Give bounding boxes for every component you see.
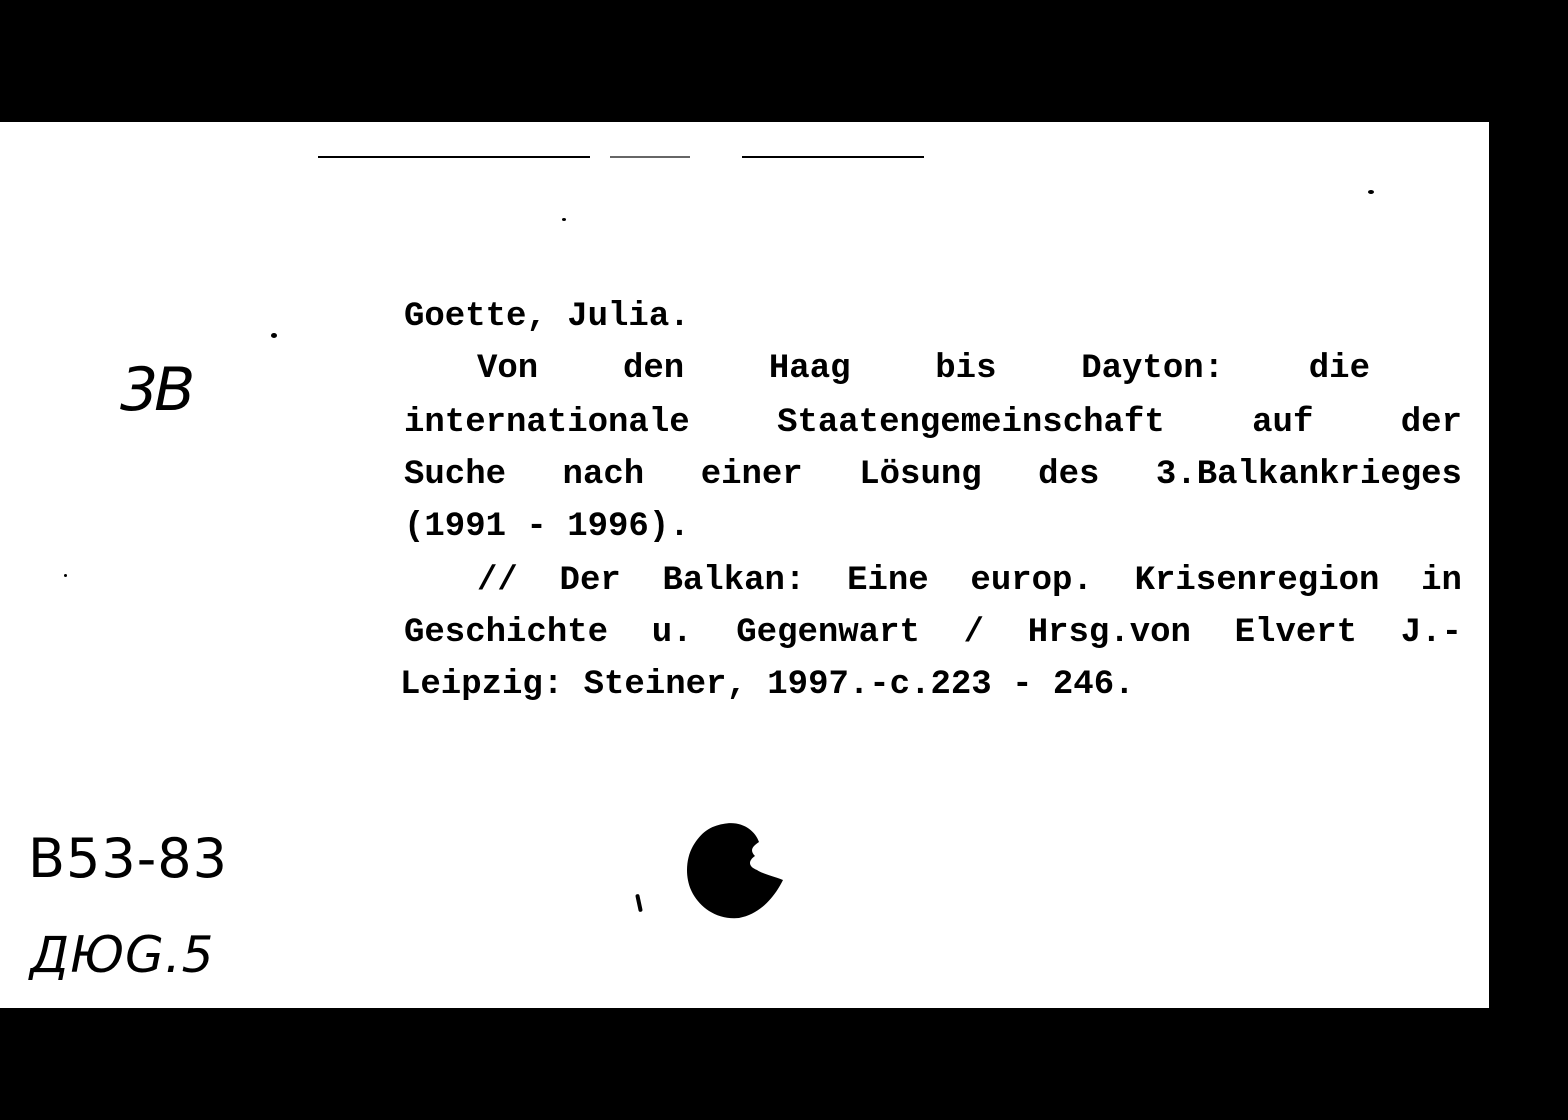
word: Der bbox=[559, 562, 621, 600]
word: Staatengemeinschaft bbox=[777, 404, 1165, 442]
word: auf bbox=[1252, 404, 1314, 442]
title-line-1 bbox=[477, 352, 1370, 386]
word: Balkan: bbox=[662, 562, 806, 600]
word: in bbox=[1421, 562, 1462, 600]
word: europ. bbox=[970, 562, 1093, 600]
word: Eine bbox=[847, 562, 929, 600]
word: // bbox=[477, 562, 518, 600]
source-line-1 bbox=[477, 564, 1462, 598]
author-line: Goette, Julia. bbox=[404, 298, 690, 336]
handwritten-location-code: ДЮG.5 bbox=[30, 926, 215, 984]
word: u. bbox=[651, 614, 693, 652]
word: Dayton: bbox=[1081, 350, 1225, 388]
word: Suche bbox=[404, 456, 507, 494]
word: Haag bbox=[768, 350, 851, 388]
source-line-3: Leipzig: Steiner, 1997.-c.223 - 246. bbox=[400, 666, 1135, 704]
title-line-4: (1991 - 1996). bbox=[404, 508, 690, 546]
word: 3.Balkankrieges bbox=[1155, 456, 1462, 494]
title-line-2 bbox=[404, 406, 1462, 440]
word: bis bbox=[935, 350, 997, 388]
dust-speck bbox=[271, 333, 277, 338]
word: Geschichte bbox=[404, 614, 609, 652]
catalog-card bbox=[0, 122, 1489, 1008]
word: des bbox=[1038, 456, 1100, 494]
word: Elvert bbox=[1234, 614, 1358, 652]
top-rule-segment bbox=[610, 156, 690, 158]
word: Krisenregion bbox=[1134, 562, 1380, 600]
top-rule-segment bbox=[742, 156, 924, 158]
word: internationale bbox=[404, 404, 690, 442]
word: Von bbox=[477, 350, 539, 388]
punch-hole-blot bbox=[683, 820, 785, 922]
word: nach bbox=[562, 456, 645, 494]
word: / bbox=[963, 614, 985, 652]
dust-speck bbox=[635, 894, 643, 912]
word: Hrsg.von bbox=[1027, 614, 1191, 652]
word: Lösung bbox=[859, 456, 982, 494]
handwritten-section-mark: 3B bbox=[120, 355, 192, 425]
dust-speck bbox=[562, 218, 566, 221]
word: den bbox=[622, 350, 685, 388]
source-line-2 bbox=[404, 616, 1462, 650]
dust-speck bbox=[1368, 190, 1374, 194]
dust-speck bbox=[64, 574, 67, 577]
title-line-3 bbox=[404, 458, 1462, 492]
word: einer bbox=[700, 456, 803, 494]
word: J.- bbox=[1400, 614, 1462, 652]
top-rule-segment bbox=[318, 156, 590, 158]
word: der bbox=[1400, 404, 1462, 442]
word: die bbox=[1308, 350, 1370, 388]
handwritten-shelf-number: B53-83 bbox=[28, 827, 228, 890]
word: Gegenwart bbox=[736, 614, 920, 652]
